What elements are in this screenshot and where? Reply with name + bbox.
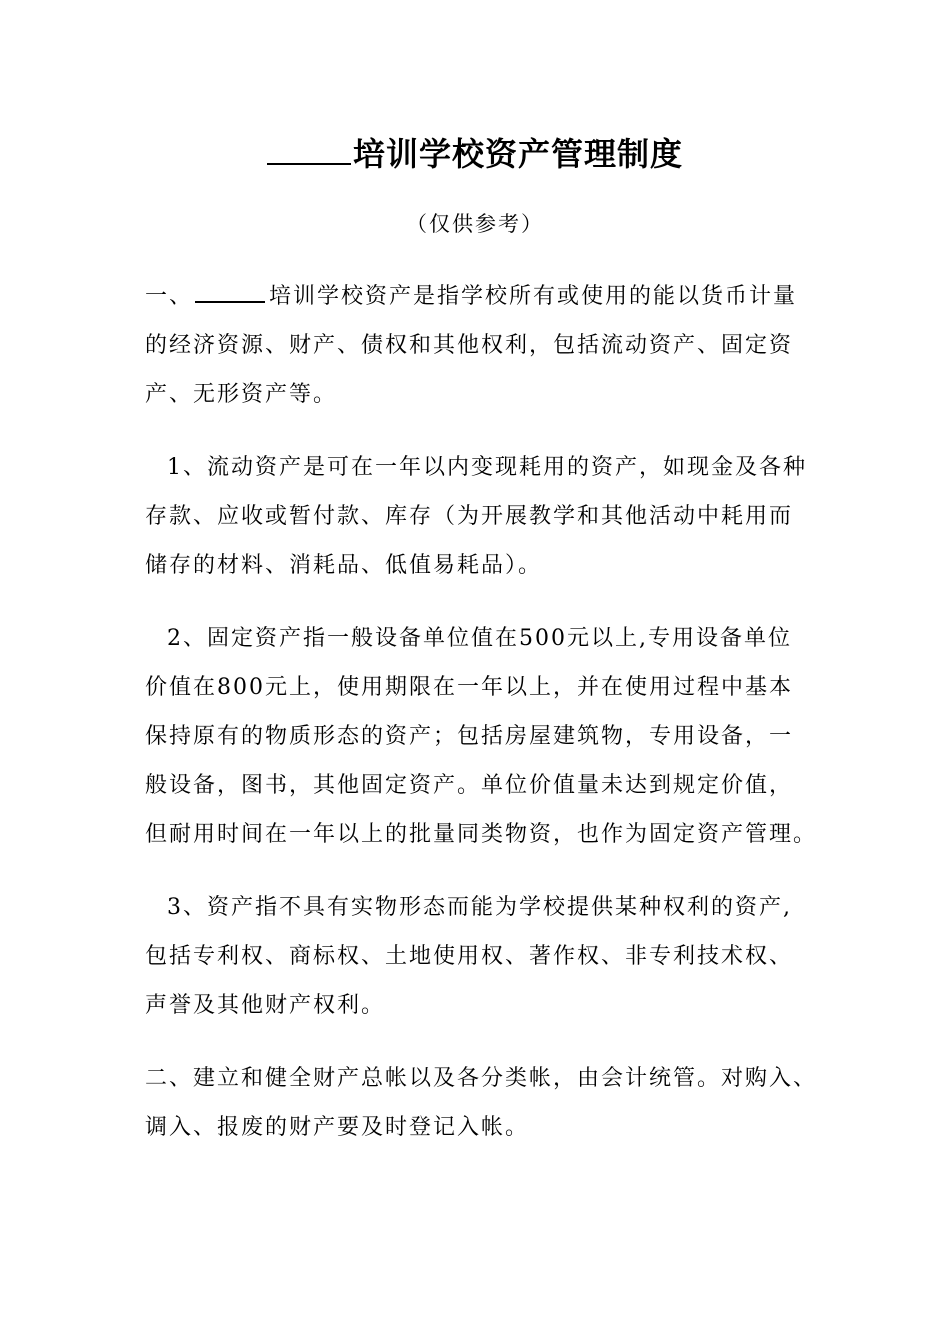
document-title bbox=[0, 128, 950, 180]
paragraph-line: 般设备，图书，其他固定资产。单位价值量未达到规定价值， bbox=[145, 773, 794, 798]
paragraph-current-assets bbox=[145, 443, 810, 590]
paragraph-line: 3、资产指不具有实物形态而能为学校提供某种权利的资产, bbox=[167, 895, 792, 920]
paragraph-line: 2、固定资产指一般设备单位值在500元以上,专用设备单位 bbox=[167, 626, 792, 651]
document-subtitle: （仅供参考） bbox=[406, 212, 544, 236]
title-text: 培训学校资产管理制度 bbox=[352, 135, 683, 173]
paragraph-line: 储存的材料、消耗品、低值易耗品）。 bbox=[145, 553, 543, 578]
paragraph-line: 但耐用时间在一年以上的批量同类物资，也作为固定资产管理。 bbox=[145, 822, 818, 847]
section-number: 一、 bbox=[145, 284, 194, 309]
paragraph-line: 二、建立和健全财产总帐以及各分类帐，由会计统管。对购入、 bbox=[145, 1066, 818, 1091]
school-name-fill-blank bbox=[195, 279, 265, 303]
paragraph-fixed-assets bbox=[145, 614, 818, 859]
paragraph-line: 1、流动资产是可在一年以内变现耗用的资产，如现金及各种 bbox=[167, 455, 807, 480]
title-fill-blank bbox=[267, 129, 351, 165]
paragraph-line: 声誉及其他财产权利。 bbox=[145, 993, 386, 1018]
paragraph-line: 包括专利权、商标权、土地使用权、著作权、非专利技术权、 bbox=[145, 944, 794, 969]
paragraph-line: 调入、报废的财产要及时登记入帐。 bbox=[145, 1115, 530, 1140]
paragraph-line: 保持原有的物质形态的资产；包括房屋建筑物，专用设备，一 bbox=[145, 724, 794, 749]
line-text: 培训学校资产是指学校所有或使用的能以货币计量 bbox=[269, 284, 798, 309]
paragraph-line: 存款、应收或暂付款、库存（为开展教学和其他活动中耗用而 bbox=[145, 504, 794, 529]
paragraph-intangible-assets bbox=[145, 883, 810, 1030]
paragraph-line bbox=[145, 272, 810, 321]
paragraph-ledger-rules bbox=[145, 1054, 818, 1152]
paragraph-asset-definition bbox=[145, 272, 810, 419]
paragraph-line: 的经济资源、财产、债权和其他权利，包括流动资产、固定资 bbox=[145, 333, 794, 358]
paragraph-line: 价值在800元上，使用期限在一年以上，并在使用过程中基本 bbox=[145, 675, 793, 700]
paragraph-line: 产、无形资产等。 bbox=[145, 382, 338, 407]
